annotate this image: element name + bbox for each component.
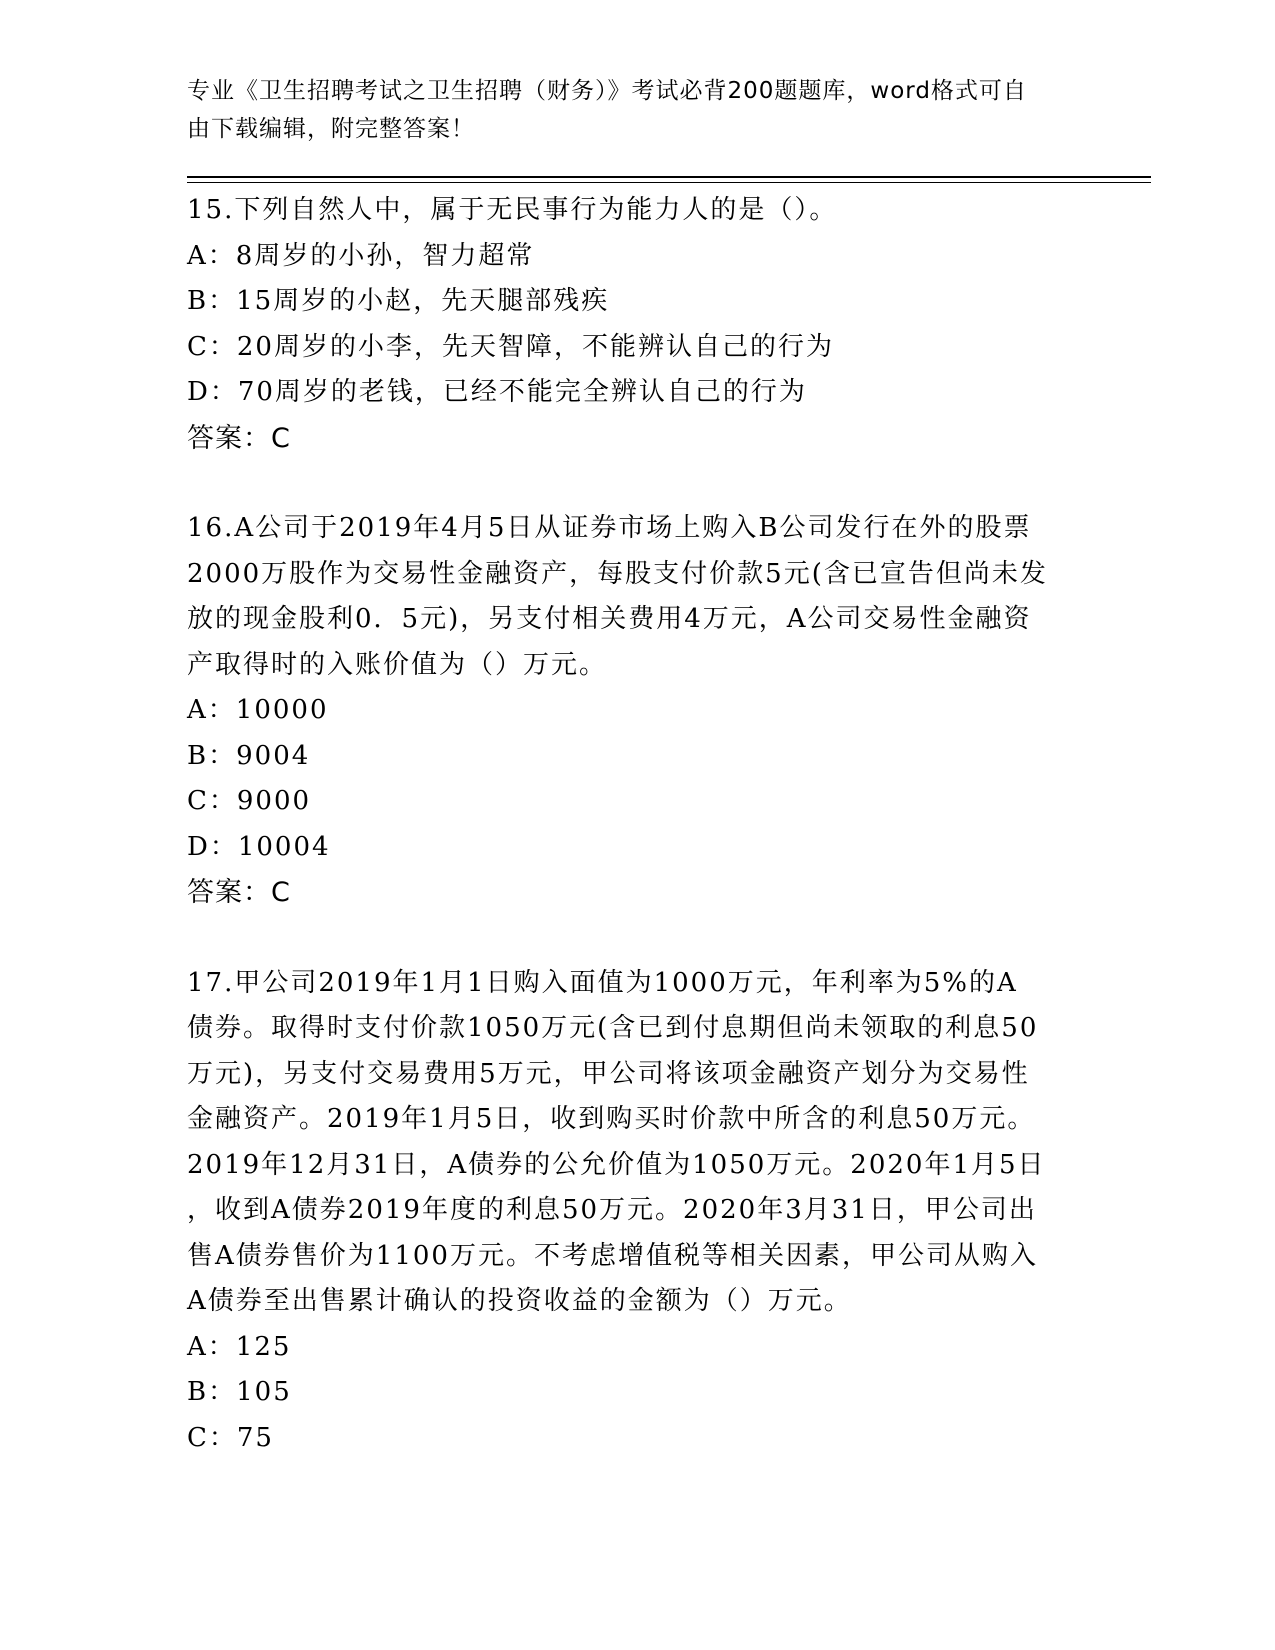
question-16: [187, 506, 1087, 916]
question-line: ，收到A债券2019年度的利息50万元。2020年3月31日，甲公司出: [187, 1195, 1037, 1225]
question-gap: [187, 461, 1087, 506]
option-b: B：15周岁的小赵，先天腿部残疾: [187, 286, 610, 316]
header-divider-thin: [187, 182, 1151, 183]
option-a: A：10000: [187, 695, 329, 725]
option-d: D：70周岁的老钱，已经不能完全辨认自己的行为: [187, 377, 807, 407]
option-d: D：10004: [187, 831, 331, 862]
option-b: B：105: [187, 1377, 292, 1407]
question-text: [187, 961, 1087, 1325]
question-line: 债券。取得时支付价款1050万元(含已到付息期但尚未领取的利息50: [187, 1013, 1039, 1043]
option-b: B：9004: [187, 740, 311, 771]
question-line: 万元)，另支付交易费用5万元，甲公司将该项金融资产划分为交易性: [187, 1058, 1030, 1089]
option-a: A：8周岁的小孙，智力超常: [187, 240, 535, 271]
question-line: 16.A公司于2019年4月5日从证券市场上购入B公司发行在外的股票: [187, 513, 1032, 543]
question-line: 2019年12月31日，A债券的公允价值为1050万元。2020年1月5日: [187, 1149, 1046, 1180]
question-text: [187, 506, 1087, 688]
header-divider-thick: [187, 176, 1151, 178]
header-title-line-1: 专业《卫生招聘考试之卫生招聘（财务）》考试必背200题题库，word格式可自: [187, 78, 1027, 104]
question-line: 产取得时的入账价值为（）万元。: [187, 649, 608, 680]
question-15: [187, 188, 1087, 461]
answer: 答案：C: [187, 422, 291, 454]
question-line: 金融资产。2019年1月5日，收到购买时价款中所含的利息50万元。: [187, 1104, 1036, 1134]
question-line: 2000万股作为交易性金融资产，每股支付价款5元(含已宣告但尚未发: [187, 558, 1048, 589]
question-line: A债券至出售累计确认的投资收益的金额为（）万元。: [187, 1286, 852, 1316]
document-header: [187, 72, 1067, 148]
header-title-line-2: 由下载编辑，附完整答案！: [187, 116, 475, 142]
question-line: 17.甲公司2019年1月1日购入面值为1000万元，年利率为5%的A: [187, 967, 1018, 998]
option-c: C：20周岁的小李，先天智障，不能辨认自己的行为: [187, 331, 834, 362]
document-body: [187, 188, 1087, 1461]
option-c: C：9000: [187, 786, 312, 816]
question-line: 售A债券售价为1100万元。不考虑增值税等相关因素，甲公司从购入: [187, 1240, 1038, 1271]
question-line: 15.下列自然人中，属于无民事行为能力人的是（）。: [187, 195, 838, 225]
option-a: A：125: [187, 1331, 292, 1362]
question-17: [187, 961, 1087, 1462]
option-c: C：75: [187, 1422, 274, 1453]
answer: 答案：C: [187, 877, 291, 908]
question-gap: [187, 916, 1087, 961]
question-line: 放的现金股利0．5元)，另支付相关费用4万元，A公司交易性金融资: [187, 604, 1032, 634]
question-text: [187, 188, 1087, 234]
